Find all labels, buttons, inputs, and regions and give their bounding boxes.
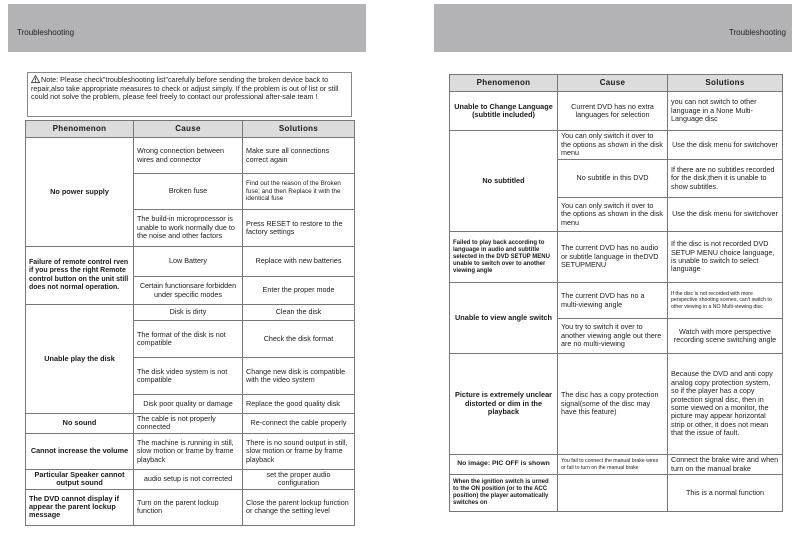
table-row [26,414,355,434]
table-row [450,475,783,512]
solution-cell: This is a normal function [668,475,783,512]
phenomenon-cell: Unable to view angle switch [450,283,558,354]
table-header-row [450,75,783,92]
right-page-header [434,4,792,52]
cause-cell: Disk is dirty [134,305,243,321]
cause-cell: The current DVD has no a multi-viewing angle [558,283,668,319]
phenomenon-cell: Particular Speaker cannot output sound [26,469,134,489]
phenomenon-cell: Unable play the disk [26,305,134,414]
phenomenon-cell: No image: PIC OFF is shown [450,455,558,475]
cause-cell: Current DVD has no extra languages for selection [558,92,668,131]
table-row [26,469,355,489]
left-header-title: Troubleshooting [17,28,75,37]
solution-cell: Close the parent lockup function or change the setting level [243,489,355,525]
solution-cell: Connect the brake wire and when turn on the manual brake [668,455,783,475]
table-row [450,131,783,160]
cause-cell: You can only switch it over to the options as shown in the disk menu [558,198,668,232]
table-row [26,489,355,525]
solution-cell: Clean the disk [243,305,355,321]
page-gutter [366,0,434,548]
cause-cell: The disc has a copy protection signal(some of the disc may have this feature) [558,354,668,455]
cause-cell: Turn on the parent lockup function [134,489,243,525]
table-row [26,433,355,469]
cause-cell: You fail to connect the manual brake wires or fail to turn on the manual brake [558,455,668,475]
phenomenon-cell: No subtitled [450,131,558,232]
note-box [27,72,352,117]
cause-cell: The machine is running in still, slow motion or frame by frame playback [134,433,243,469]
solution-cell: set the proper audio configuration [243,469,355,489]
cause-cell: You can only switch it over to the options as shown in the disk menu [558,131,668,160]
table-row [450,232,783,283]
solution-cell: If there are no subtitles recorded for the disk,then it is unable to show subtitles. [668,160,783,198]
left-page-header [8,4,366,52]
right-header-title: Troubleshooting [728,28,786,37]
phenomenon-cell: Failed to play back according to language in audio and subtitle selected in the DVD SETUP MENU unable to switch over to another viewing angle [450,232,558,283]
table-row [450,283,783,319]
solution-cell: Watch with more perspective recording scene switching angle [668,319,783,354]
solution-cell: Replace the good quality disk [243,395,355,414]
solution-cell: Use the disk menu for switchover [668,198,783,232]
col-cause: Cause [558,75,668,92]
cause-cell: audio setup is not corrected [134,469,243,489]
col-cause: Cause [134,121,243,138]
cause-cell: The cable is not properly connected [134,414,243,434]
phenomenon-cell: Failure of remote control rven if you press the right Remote control button on the unit still does not normal operation. [26,247,134,305]
cause-cell [558,475,668,512]
cause-cell: Certain functionsare forbidden under specific modes [134,277,243,305]
col-phenomenon: Phenomenon [450,75,558,92]
left-troubleshooting-table [25,120,355,526]
cause-cell: The build-in microprocessor is unable to work normally due to the noise and other factors [134,210,243,247]
solution-cell: Find out the reason of the Broken fuse; and then Replace it with the identical fuse [243,174,355,210]
table-header-row [26,121,355,138]
cause-cell: The format of the disk is not compatible [134,321,243,358]
table-row [26,138,355,174]
solution-cell: Because the DVD and anti copy analog copy protection system, so if the player has a copy protection signal disc, then in some viewed on a monitor, the picture may appear horizontal strip or other, it does not mean that the issue of fault. [668,354,783,455]
cause-cell: The disk video system is not compatible [134,358,243,395]
solution-cell: Press RESET to restore to the factory settings [243,210,355,247]
phenomenon-cell: When the ignition switch is urned to the ON position (or to the ACC position) the player automatically switches on [450,475,558,512]
solution-cell: Make sure all connections correct again [243,138,355,174]
solution-cell: Change new disk is compatible with the video system [243,358,355,395]
phenomenon-cell: No sound [26,414,134,434]
solution-cell: Re-connect the cable properly [243,414,355,434]
col-phenomenon: Phenomenon [26,121,134,138]
cause-cell: No subtitle in this DVD [558,160,668,198]
table-row [450,354,783,455]
phenomenon-cell: Cannot increase the volume [26,433,134,469]
solution-cell: you can not switch to other language in a None Multi-Language disc [668,92,783,131]
cause-cell: Disk poor quality or damage [134,395,243,414]
note-text: Note: Please check"troubleshooting list"carefully before sending the broken device back to repair,also take appropriate measures to check or adjust simply. If the problem is out of list or still could not solve the problem, please feel freely to contact our professional after-sale team ! [31,75,339,102]
solution-cell: Enter the proper mode [243,277,355,305]
cause-cell: Wrong connection between wires and connector [134,138,243,174]
solution-cell: If the disc is not recorded DVD SETUP MENU choice language, is unable to switch to select language [668,232,783,283]
solution-cell: Replace with new batteries [243,247,355,277]
phenomenon-cell: Picture is extremely unclear distorted or dim in the playback [450,354,558,455]
table-row [26,247,355,277]
col-solutions: Solutions [668,75,783,92]
table-row [450,455,783,475]
col-solutions: Solutions [243,121,355,138]
solution-cell: There is no sound output in still, slow motion or frame by frame playback [243,433,355,469]
cause-cell: The current DVD has no audio or subtitle language in theDVD SETUPMENU [558,232,668,283]
solution-cell: Use the disk menu for switchover [668,131,783,160]
cause-cell: Low Battery [134,247,243,277]
phenomenon-cell: The DVD cannot display if appear the parent lockup message [26,489,134,525]
warning-icon [31,75,40,83]
right-troubleshooting-table [449,74,783,512]
table-row [26,305,355,321]
cause-cell: You try to switch it over to another viewing angle out there are no multi-viewing [558,319,668,354]
cause-cell: Broken fuse [134,174,243,210]
solution-cell: If the disc is not recorded with more perspective shooting scenes, can't switch to other viewing in a NO Multi-viewing disc [668,283,783,319]
phenomenon-cell: No power supply [26,138,134,247]
table-row [450,92,783,131]
phenomenon-cell: Unable to Change Language (subtitle included) [450,92,558,131]
solution-cell: Check the disk format [243,321,355,358]
